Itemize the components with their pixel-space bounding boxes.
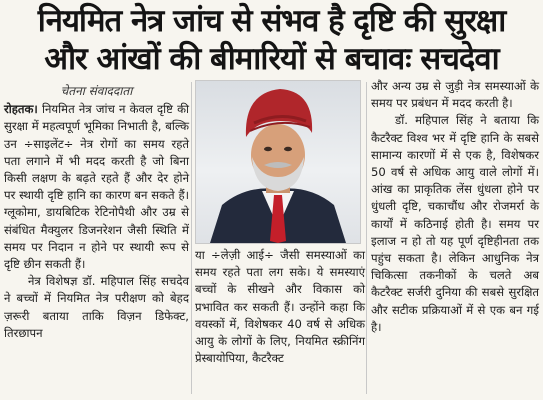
column-divider	[366, 82, 367, 394]
paragraph: और अन्य उम्र से जुड़ी नेत्र समस्याओं के समय पर प्रबंधन में मदद करती है।	[371, 79, 539, 111]
portrait-illustration	[196, 81, 360, 243]
paragraph: डॉ. महिपाल सिंह ने बताया कि कैटरैक्ट विश्व भर में दृष्टि हानि के सबसे सामान्य कारणों में से एक है, विशेषकर 50 वर्ष से अधिक आयु वाले लोगों में। आंख का प्राकृतिक लेंस धुंधला होने पर धुंधली दृष्टि, चकाचौंध और रोजमर्रा के कार्यों में कठिनाई होती है। समय पर इलाज न हो तो यह पूर्ण दृष्टिहीनता तक पहुंच सकता है। लेकिन आधुनिक नेत्र चिकित्सा तकनीकों के चलते अब कैटरैक्ट सर्जरी दुनिया की सबसे सुरक्षित और सटीक प्रक्रियाओं में से एक बन गई है।	[371, 113, 539, 334]
headline-line-1: नियमित नेत्र जांच से संभव है दृष्टि की सुरक्षा	[37, 3, 506, 39]
dateline: रोहतक।	[4, 102, 38, 117]
paragraph: नियमित नेत्र जांच न केवल दृष्टि की सुरक्षा में महत्वपूर्ण भूमिका निभाती है, बल्कि उन ÷साइलेंट÷ नेत्र रोगों का समय रहते पता लगाने में भी मदद करती है जो बिना किसी लक्षण के बढ़ते रहते हैं और देर होने पर स्थायी दृष्टि हानि का कारण बन सकते हैं। ग्लूकोमा, डायबिटिक रेटिनोपैथी और उम्र से संबंधित मैक्युलर डिजनरेशन जैसी स्थिति में समय पर निदान न होने पर स्थायी रूप से दृष्टि छीन सकती हैं।	[4, 102, 189, 272]
byline: चेतना संवाददाता	[60, 84, 133, 98]
article-column-1	[4, 83, 189, 342]
headline-line-2: और आंखों की बीमारियों से बचावः सचदेवा	[44, 41, 499, 77]
portrait-photo	[195, 80, 361, 244]
paragraph: या ÷लेज़ी आई÷ जैसी समस्याओं का समय रहते पता लग सके। ये समस्याएं बच्चों के सीखने और विकास को प्रभावित कर सकती हैं। उन्होंने कहा कि वयस्कों में, विशेषकर 40 वर्ष से अधिक आयु के लोगों के लिए, नियमित स्क्रीनिंग प्रेस्बायोपिया, कैटरैक्ट	[195, 248, 365, 366]
article-column-2	[195, 247, 365, 367]
paragraph: नेत्र विशेषज्ञ डॉ. महिपाल सिंह सचदेव ने बच्चों में नियमित नेत्र परीक्षण को बेहद ज़रूरी बताया ताकि विज़न डिफेक्ट, तिरछापन	[4, 274, 189, 340]
column-divider	[191, 82, 192, 394]
article-column-3	[371, 78, 539, 336]
